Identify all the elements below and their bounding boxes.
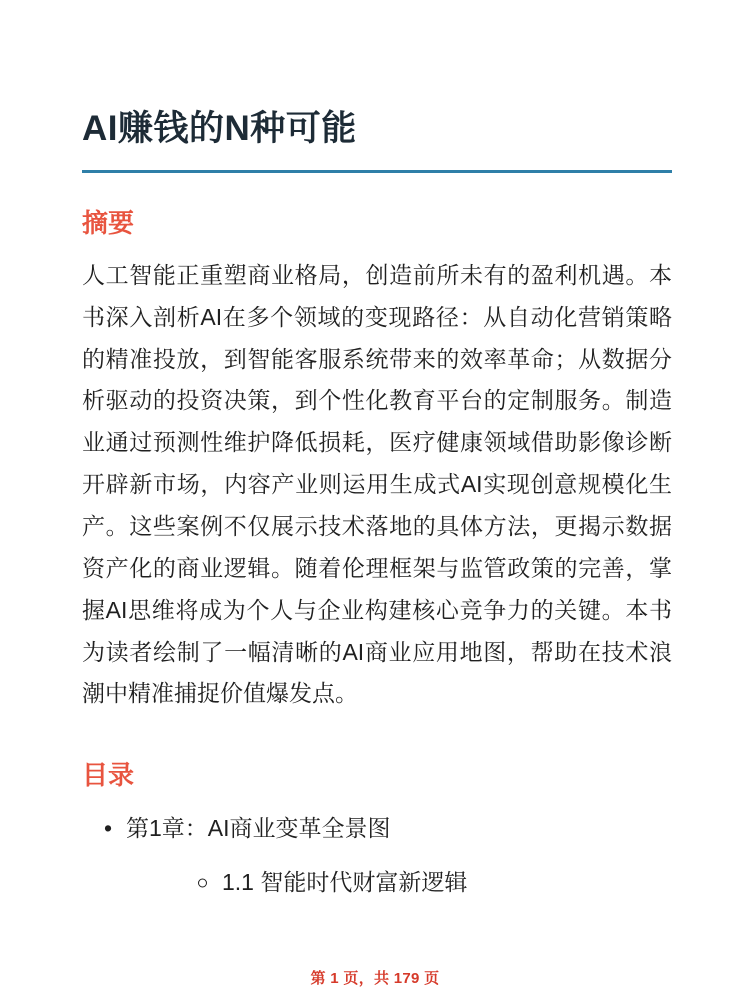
table-of-contents (82, 807, 672, 904)
toc-item-chapter-1[interactable] (82, 807, 672, 904)
bullet-icon: • (104, 815, 113, 842)
abstract-body: 人工智能正重塑商业格局，创造前所未有的盈利机遇。本书深入剖析AI在多个领域的变现路径：从自动化营销策略的精准投放，到智能客服系统带来的效率革命；从数据分析驱动的投资决策，到个性化教育平台的定制服务。制造业通过预测性维护降低损耗，医疗健康领域借助影像诊断开辟新市场，内容产业则运用生成式AI实现创意规模化生产。这些案例不仅展示技术落地的具体方法，更揭示数据资产化的商业逻辑。随着伦理框架与监管政策的完善，掌握AI思维将成为个人与企业构建核心竞争力的关键。本书为读者绘制了一幅清晰的AI商业应用地图，帮助在技术浪潮中精准捕捉价值爆发点。 (82, 261, 672, 707)
toc-item-label: 第1章：AI商业变革全景图 (126, 815, 391, 842)
toc-subitem-label: 1.1 智能时代财富新逻辑 (222, 868, 468, 895)
title-divider (82, 170, 672, 173)
toc-item-section-1-1[interactable] (126, 861, 672, 905)
page-title: AI赚钱的N种可能 (82, 109, 357, 148)
circle-bullet-icon (198, 878, 207, 887)
toc-heading: 目录 (82, 760, 135, 791)
abstract-heading: 摘要 (82, 208, 135, 238)
page-footer: 第 1 页，共 179 页 (310, 970, 440, 987)
